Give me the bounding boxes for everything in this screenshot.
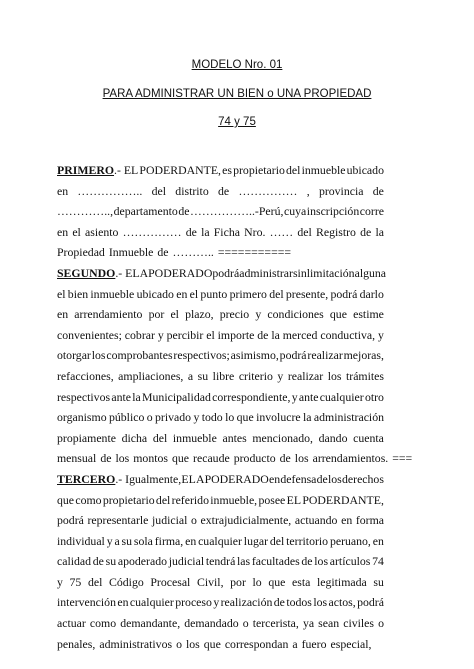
clause-word: o bbox=[146, 410, 153, 425]
clause-word: percibir bbox=[166, 327, 204, 342]
clause-word: actuar bbox=[57, 616, 86, 631]
clause-word: …… bbox=[269, 224, 294, 239]
clause-word: inscripción bbox=[306, 204, 360, 219]
clause-word: otro bbox=[364, 389, 384, 404]
clause-word: y bbox=[277, 368, 284, 383]
clause-word: y bbox=[57, 574, 63, 589]
clause-word: merced bbox=[282, 327, 318, 342]
clause-word: cualquier bbox=[319, 389, 364, 404]
clause-word: los bbox=[185, 636, 200, 651]
clause-word: posee bbox=[258, 492, 286, 507]
clause-word: propietario bbox=[233, 163, 285, 177]
clause-word: esta bbox=[292, 574, 311, 589]
clause-word: que bbox=[236, 410, 254, 425]
clause-word: Código bbox=[109, 574, 144, 589]
clause-word: ………….., bbox=[57, 204, 114, 219]
clause-word: EL bbox=[286, 492, 302, 507]
clause-word: los bbox=[313, 595, 328, 610]
clause-word: especial, bbox=[330, 636, 372, 651]
clause-word: a bbox=[187, 368, 194, 383]
clause-word: el bbox=[189, 286, 199, 301]
clause-word: comprobantes bbox=[106, 348, 173, 363]
clause-word: arrendamiento bbox=[74, 307, 143, 322]
clause-word: mensual bbox=[57, 451, 97, 466]
clause-word: cualquier bbox=[129, 595, 174, 610]
clause-word: y bbox=[213, 595, 220, 610]
clause-word: el bbox=[206, 327, 215, 342]
clause-word: inmueble bbox=[301, 163, 346, 177]
clause-word: podrá bbox=[330, 286, 358, 301]
clause-word: sean bbox=[318, 616, 340, 631]
clause-word: Procesal bbox=[150, 574, 191, 589]
clause-word: o bbox=[191, 513, 197, 528]
clause-line bbox=[57, 242, 384, 263]
clause-word: la bbox=[375, 224, 384, 239]
clause-word: intervención bbox=[57, 595, 116, 610]
clause-word: de bbox=[360, 224, 372, 239]
clause-line bbox=[57, 490, 384, 511]
clause-word: como bbox=[75, 492, 102, 507]
clause-word: ubicado bbox=[346, 163, 384, 177]
clause-word: realización bbox=[220, 595, 273, 610]
clause-word: Ficha bbox=[213, 224, 240, 239]
clause-word: de bbox=[100, 451, 112, 466]
clause-word: su bbox=[105, 554, 117, 569]
clause-line bbox=[57, 551, 384, 572]
clause-word: APODERADO bbox=[139, 265, 213, 280]
clause-word: en bbox=[269, 471, 281, 486]
clause-word: APODERADO bbox=[196, 471, 269, 486]
clause-word: 75 bbox=[69, 574, 82, 589]
clause-word: la bbox=[303, 410, 312, 425]
clause-word: defensa bbox=[280, 471, 317, 486]
clause-word: mejoras, bbox=[343, 348, 384, 363]
clause-word: actos, bbox=[328, 595, 356, 610]
clause-line bbox=[57, 634, 384, 655]
clause-word: es bbox=[222, 163, 232, 177]
clause-word: dando bbox=[318, 430, 348, 445]
clause-word: estime bbox=[353, 307, 384, 322]
clause-word: TERCERO.- Igualmente, bbox=[57, 469, 181, 490]
clause-word: demandante, bbox=[120, 616, 181, 631]
clause-word: corre bbox=[359, 204, 384, 219]
clause-word: del bbox=[269, 286, 284, 301]
clause-word: darlo bbox=[359, 286, 384, 301]
clause-word: firma, bbox=[154, 533, 184, 548]
clause-word: 74 bbox=[372, 554, 384, 569]
clause-word: todos bbox=[286, 595, 312, 610]
clause-word: su bbox=[197, 368, 209, 383]
clause-word: o bbox=[176, 636, 182, 651]
clause-word: libre bbox=[212, 368, 235, 383]
clause-word: la bbox=[271, 327, 280, 342]
clause-word: que bbox=[268, 574, 286, 589]
clause-word: y bbox=[193, 410, 200, 425]
clause-word: los bbox=[115, 451, 130, 466]
clause-word: punto bbox=[200, 286, 228, 301]
document-body bbox=[57, 160, 413, 654]
clause-word: fuero bbox=[301, 636, 327, 651]
clause-line bbox=[57, 304, 384, 325]
clause-word: del bbox=[269, 533, 285, 548]
clause-word: distrito bbox=[175, 183, 209, 198]
clause-word: bien bbox=[67, 286, 89, 301]
clause-word: podrá bbox=[57, 513, 84, 528]
clause-word: por bbox=[230, 574, 246, 589]
clause-word: ante bbox=[298, 389, 319, 404]
clause-word: de bbox=[372, 183, 384, 198]
clause-word: SEGUNDO.- EL bbox=[57, 263, 140, 284]
clause-line bbox=[57, 510, 384, 531]
clause-word: cualquier bbox=[198, 533, 242, 548]
clause-line bbox=[57, 592, 384, 613]
clause-word: o bbox=[242, 616, 249, 631]
clause-word: inmueble, bbox=[210, 492, 258, 507]
clause-word: condiciones bbox=[267, 307, 324, 322]
clause-word: como bbox=[89, 616, 117, 631]
clause-word: Propiedad bbox=[57, 245, 105, 260]
clause-word: de bbox=[185, 224, 197, 239]
clause-word: podrá bbox=[279, 348, 307, 363]
clause-word: EL bbox=[181, 471, 196, 486]
clause-word: de bbox=[301, 554, 313, 569]
clause-word: forma bbox=[355, 513, 384, 528]
clause-word: administrar bbox=[239, 265, 293, 280]
clause-heading: PRIMERO bbox=[57, 163, 115, 177]
clause-word: los bbox=[328, 471, 342, 486]
clause-word: sin bbox=[292, 265, 307, 280]
clause-line bbox=[57, 366, 384, 387]
clause-word: Nro. bbox=[244, 224, 266, 239]
clause-word: propiamente bbox=[57, 430, 116, 445]
clause-word: podrá bbox=[357, 595, 384, 610]
clause-word: demandado bbox=[184, 616, 239, 631]
clause-word: asimismo, bbox=[230, 348, 279, 363]
clause-word: el bbox=[57, 286, 66, 301]
clause-word: derechos bbox=[342, 471, 384, 486]
clause-word: sola bbox=[133, 533, 153, 548]
clause-word: antes bbox=[222, 430, 247, 445]
clause-line bbox=[57, 222, 384, 243]
clause-word: por bbox=[148, 307, 165, 322]
clause-word: administración bbox=[313, 410, 384, 425]
clause-word: y bbox=[377, 327, 384, 342]
clause-word: respectivos; bbox=[173, 348, 230, 363]
clause-word: calidad bbox=[57, 554, 92, 569]
clause-word: en bbox=[176, 286, 188, 301]
clause-word: la bbox=[132, 389, 141, 404]
clause-word: provincia bbox=[318, 183, 364, 198]
clause-word: peruano, bbox=[329, 533, 371, 548]
articles-reference: 74 y 75 bbox=[218, 116, 256, 128]
clause-word: y bbox=[157, 327, 164, 342]
clause-word: de bbox=[316, 471, 328, 486]
clause-word: de bbox=[92, 554, 104, 569]
clause-word: ubicado bbox=[136, 286, 174, 301]
clause-word: …………… bbox=[238, 183, 298, 198]
clause-word: mencionado, bbox=[252, 430, 313, 445]
clause-word: conductiva, bbox=[320, 327, 376, 342]
clause-word: su bbox=[121, 533, 133, 548]
clause-word: las bbox=[237, 554, 251, 569]
clause-word: que bbox=[57, 492, 75, 507]
clause-word: Municipalidad bbox=[142, 389, 211, 404]
clause-word: artículos bbox=[329, 554, 371, 569]
clause-line bbox=[57, 345, 384, 366]
clause-word: a bbox=[114, 533, 120, 548]
clause-word: judicial bbox=[152, 513, 188, 528]
clause-word: lugar bbox=[243, 533, 269, 548]
clause-word: facultades bbox=[251, 554, 300, 569]
clause-word: presente, bbox=[285, 286, 329, 301]
clause-word: ……….. bbox=[172, 245, 214, 260]
clause-word: montos bbox=[133, 451, 168, 466]
clause-word: en bbox=[57, 307, 69, 322]
clause-word: y bbox=[106, 533, 113, 548]
clause-word: realizar bbox=[307, 348, 343, 363]
clause-word: lo bbox=[225, 410, 235, 425]
clause-word: su bbox=[373, 574, 384, 589]
clause-word: tercerista, bbox=[252, 616, 299, 631]
clause-line bbox=[57, 284, 384, 305]
clause-word: que bbox=[172, 451, 190, 466]
clause-word: civiles bbox=[343, 616, 375, 631]
clause-heading: SEGUNDO bbox=[57, 265, 116, 280]
clause-word: o bbox=[378, 616, 384, 631]
clause-line bbox=[57, 160, 384, 181]
clause-word: arrendamientos. bbox=[312, 451, 389, 466]
clause-word: que bbox=[203, 636, 221, 651]
clause-line bbox=[57, 428, 384, 449]
clause-word: el bbox=[170, 307, 179, 322]
clause-word: Inmueble bbox=[108, 245, 154, 260]
clause-word: en bbox=[57, 183, 69, 198]
clause-word: lo bbox=[252, 574, 262, 589]
clause-word: cobrar bbox=[124, 327, 155, 342]
clause-word: del bbox=[155, 492, 171, 507]
clause-word: inmueble bbox=[90, 286, 135, 301]
clause-word: organismo bbox=[57, 410, 107, 425]
clause-word: privado bbox=[155, 410, 192, 425]
clause-word: de bbox=[178, 204, 190, 219]
clause-word: en bbox=[57, 224, 69, 239]
clause-word: PRIMERO.- EL bbox=[57, 160, 138, 181]
clause-line bbox=[57, 407, 384, 428]
clause-word: público bbox=[108, 410, 145, 425]
clause-word: del bbox=[152, 430, 168, 445]
clause-word: judicial bbox=[168, 554, 205, 569]
clause-line bbox=[57, 613, 384, 634]
clause-word: Registro bbox=[315, 224, 356, 239]
clause-word: =========== bbox=[217, 245, 292, 260]
clause-word: los bbox=[294, 451, 309, 466]
clause-word: PODERDANTE, bbox=[302, 492, 384, 507]
clause-word: podrá bbox=[212, 265, 240, 280]
clause-word: la bbox=[201, 224, 210, 239]
clause-word: propietario bbox=[102, 492, 155, 507]
clause-word: territorio bbox=[286, 533, 329, 548]
clause-word: extrajudicialmente, bbox=[200, 513, 292, 528]
clause-word: proceso bbox=[175, 595, 212, 610]
clause-word: importe bbox=[217, 327, 255, 342]
clause-word: refacciones, bbox=[57, 368, 114, 383]
clause-line bbox=[57, 263, 387, 284]
clause-word: realizar bbox=[287, 368, 324, 383]
clause-word: === bbox=[392, 451, 413, 466]
clause-word: departamento bbox=[113, 204, 178, 219]
clause-word: apoderado bbox=[117, 554, 167, 569]
clause-word: asiento bbox=[85, 224, 119, 239]
clause-word: convenientes; bbox=[57, 327, 122, 342]
clause-word: correspondiente, bbox=[212, 389, 291, 404]
clause-word: producto bbox=[233, 451, 276, 466]
clause-word: y bbox=[291, 389, 298, 404]
clause-word: limitación bbox=[306, 265, 355, 280]
clause-word: en bbox=[117, 595, 129, 610]
clause-word: cuenta bbox=[353, 430, 384, 445]
clause-line bbox=[57, 201, 384, 222]
clause-word: de bbox=[218, 183, 230, 198]
clause-word: en bbox=[372, 533, 384, 548]
clause-word: a bbox=[292, 636, 298, 651]
clause-word: recaude bbox=[193, 451, 230, 466]
clause-word: representarle bbox=[87, 513, 149, 528]
clause-line bbox=[57, 531, 384, 552]
clause-word: del bbox=[286, 163, 301, 177]
clause-word: correspondan bbox=[224, 636, 289, 651]
clause-word: precio bbox=[219, 307, 250, 322]
clause-word: alguna bbox=[354, 265, 387, 280]
clause-line bbox=[57, 469, 384, 490]
clause-word: trámites bbox=[345, 368, 384, 383]
clause-word: del bbox=[87, 574, 103, 589]
clause-word: en bbox=[185, 533, 197, 548]
clause-word: inmueble bbox=[172, 430, 217, 445]
model-number-title: MODELO Nro. 01 bbox=[191, 59, 283, 71]
clause-word: en bbox=[341, 513, 353, 528]
clause-word: los bbox=[314, 554, 329, 569]
clause-word: del bbox=[297, 224, 312, 239]
clause-word: …………….. bbox=[77, 183, 143, 198]
clause-word: de bbox=[257, 327, 269, 342]
document-title: PARA ADMINISTRAR UN BIEN o UNA PROPIEDAD bbox=[102, 88, 372, 100]
clause-word: y bbox=[255, 307, 262, 322]
clause-word: criterio bbox=[238, 368, 273, 383]
clause-word: Civil, bbox=[196, 574, 224, 589]
clause-word: legitimada bbox=[316, 574, 367, 589]
clause-word: PODERDANTE, bbox=[139, 163, 221, 177]
clause-word: todo bbox=[201, 410, 223, 425]
clause-line bbox=[57, 387, 384, 408]
clause-word: ante bbox=[111, 389, 131, 404]
clause-word: de bbox=[157, 245, 169, 260]
clause-word: el bbox=[72, 224, 81, 239]
clause-word: plazo, bbox=[185, 307, 214, 322]
clause-word: cuya bbox=[283, 204, 307, 219]
clause-word: actuando bbox=[294, 513, 338, 528]
clause-word: referido bbox=[171, 492, 209, 507]
clause-word: …………… bbox=[122, 224, 182, 239]
clause-word: los bbox=[91, 348, 106, 363]
clause-word: dicha bbox=[121, 430, 148, 445]
clause-word: otorgar bbox=[57, 348, 91, 363]
clause-word: de bbox=[279, 451, 291, 466]
clause-word: ya bbox=[302, 616, 315, 631]
clause-word: ……………..-Perú, bbox=[190, 204, 284, 219]
clause-word: los bbox=[327, 368, 342, 383]
clause-word: , bbox=[306, 183, 310, 198]
clause-word: de bbox=[273, 595, 285, 610]
clause-line bbox=[57, 572, 384, 593]
clause-word: ampliaciones, bbox=[118, 368, 184, 383]
clause-word: que bbox=[329, 307, 347, 322]
clause-word: del bbox=[151, 183, 167, 198]
clause-word: administrativos bbox=[99, 636, 173, 651]
clause-word: primero bbox=[229, 286, 267, 301]
clause-word: penales, bbox=[57, 636, 96, 651]
clause-word: individual bbox=[57, 533, 105, 548]
clause-heading: TERCERO bbox=[57, 471, 116, 486]
clause-line bbox=[57, 181, 384, 202]
clause-line bbox=[57, 448, 413, 469]
clause-word: involucre bbox=[256, 410, 301, 425]
clause-word: tendrá bbox=[205, 554, 236, 569]
clause-line bbox=[57, 325, 384, 346]
clause-word: respectivos bbox=[57, 389, 111, 404]
